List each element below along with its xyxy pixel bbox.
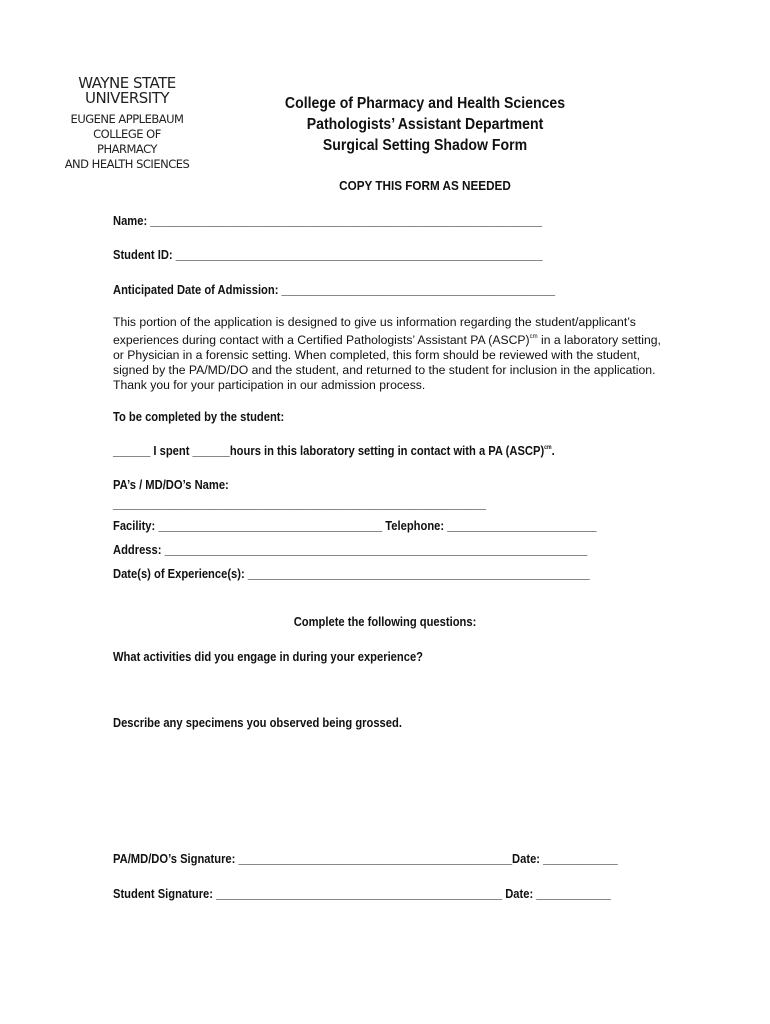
logo-line-5: AND HEALTH SCIENCES <box>64 157 190 171</box>
hours-field[interactable] <box>113 443 555 458</box>
logo-line-1: WAYNE STATE <box>78 74 176 92</box>
pa-name-field[interactable]: ____________________________________________________________ <box>113 496 487 511</box>
pa-signature-field[interactable]: PA/MD/DO’s Signature: ____________________________________________Date: ____________ <box>113 851 618 866</box>
title-department: Pathologists’ Assistant Department <box>306 116 544 133</box>
hours-text: ______ I spent ______hours in this laboratory setting in contact with a PA (ASCP) <box>113 443 545 458</box>
admission-date-field[interactable]: Anticipated Date of Admission: ____________________________________________ <box>113 282 556 297</box>
student-signature-field[interactable]: Student Signature: ______________________________________________ Date: ____________ <box>113 886 611 901</box>
pa-name-label: PA’s / MD/DO’s Name: <box>113 477 229 492</box>
question-activities: What activities did you engage in during your experience? <box>113 649 424 664</box>
student-id-field[interactable]: Student ID: ___________________________________________________________ <box>113 247 543 262</box>
address-field[interactable]: Address: ____________________________________________________________________ <box>113 542 588 557</box>
dates-of-experience-field[interactable]: Date(s) of Experience(s): _______________________________________________________ <box>113 566 590 581</box>
facility-telephone-field[interactable]: Facility: ____________________________________ Telephone: ________________________ <box>113 518 597 533</box>
hours-end: . <box>551 443 555 458</box>
university-logo <box>62 76 192 172</box>
student-section-heading: To be completed by the student: <box>113 409 285 424</box>
hours-superscript: cm <box>544 445 552 451</box>
name-field[interactable]: Name: _______________________________________________________________ <box>113 213 543 228</box>
logo-line-4: COLLEGE OF PHARMACY <box>93 127 161 156</box>
paragraph-part-2: in a laboratory setting, or Physician in a forensic setting. When completed, this form should be reviewed with the student, signed by the PA/MD/DO and the student, and returned to the student for inclusion in the application. Thank you for your participation in our admission process. <box>113 333 661 392</box>
logo-line-3: EUGENE APPLEBAUM <box>70 112 184 126</box>
title-college: College of Pharmacy and Health Sciences <box>284 95 566 112</box>
paragraph-superscript: cm <box>529 334 538 340</box>
questions-heading: Complete the following questions: <box>293 614 477 629</box>
logo-line-2: UNIVERSITY <box>84 89 170 107</box>
paragraph-part-1: This portion of the application is designed to give us information regarding the student/applicant’s experiences during contact with a Certified Pathologists’ Assistant PA (ASCP) <box>113 315 636 347</box>
title-form: Surgical Setting Shadow Form <box>322 137 528 154</box>
instructions-paragraph <box>113 315 663 393</box>
question-specimens: Describe any specimens you observed being grossed. <box>113 715 402 730</box>
copy-note: COPY THIS FORM AS NEEDED <box>339 178 511 193</box>
